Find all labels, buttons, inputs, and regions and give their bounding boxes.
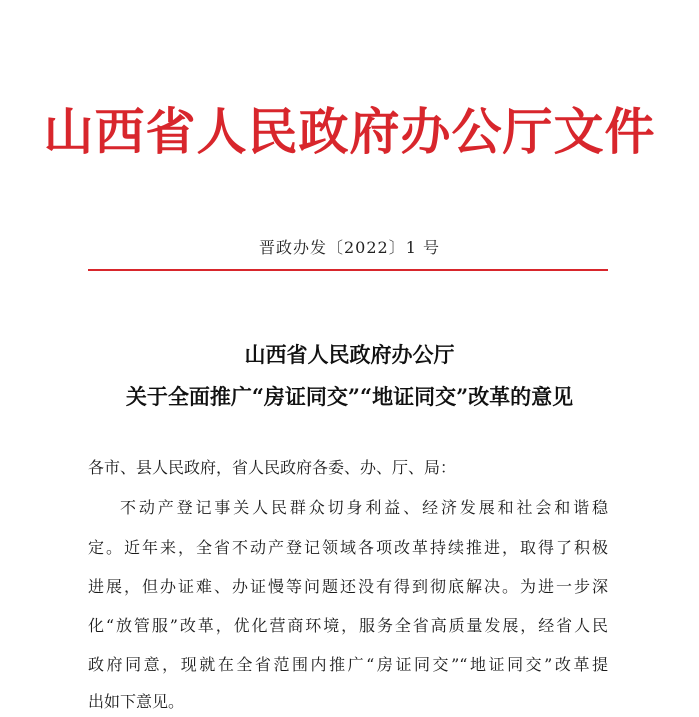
paragraph-line: 政府同意，现就在全省范围内推广“房证同交”“地证同交”改革提 [88,655,608,674]
red-divider-line [88,269,608,271]
salutation: 各市、县人民政府，省人民政府各委、办、厅、局： [88,458,457,477]
document-number: 晋政办发〔2022〕1 号 [259,238,440,257]
paragraph-line: 定。近年来，全省不动产登记领域各项改革持续推进，取得了积极 [88,538,608,557]
paragraph-line: 进展，但办证难、办证慢等问题还没有得到彻底解决。为进一步深 [88,577,608,596]
paragraph-line: 不动产登记事关人民群众切身利益、经济发展和社会和谐稳 [120,498,608,517]
paragraph-line: 出如下意见。 [88,692,185,711]
issuing-authority-title: 山西省人民政府办公厅文件 [43,102,656,161]
paragraph-line: 化“放管服”改革，优化营商环境，服务全省高质量发展，经省人民 [88,616,608,635]
document-title-line-2: 关于全面推广“房证同交”“地证同交”改革的意见 [125,384,574,409]
document-title-line-1: 山西省人民政府办公厅 [244,342,455,367]
